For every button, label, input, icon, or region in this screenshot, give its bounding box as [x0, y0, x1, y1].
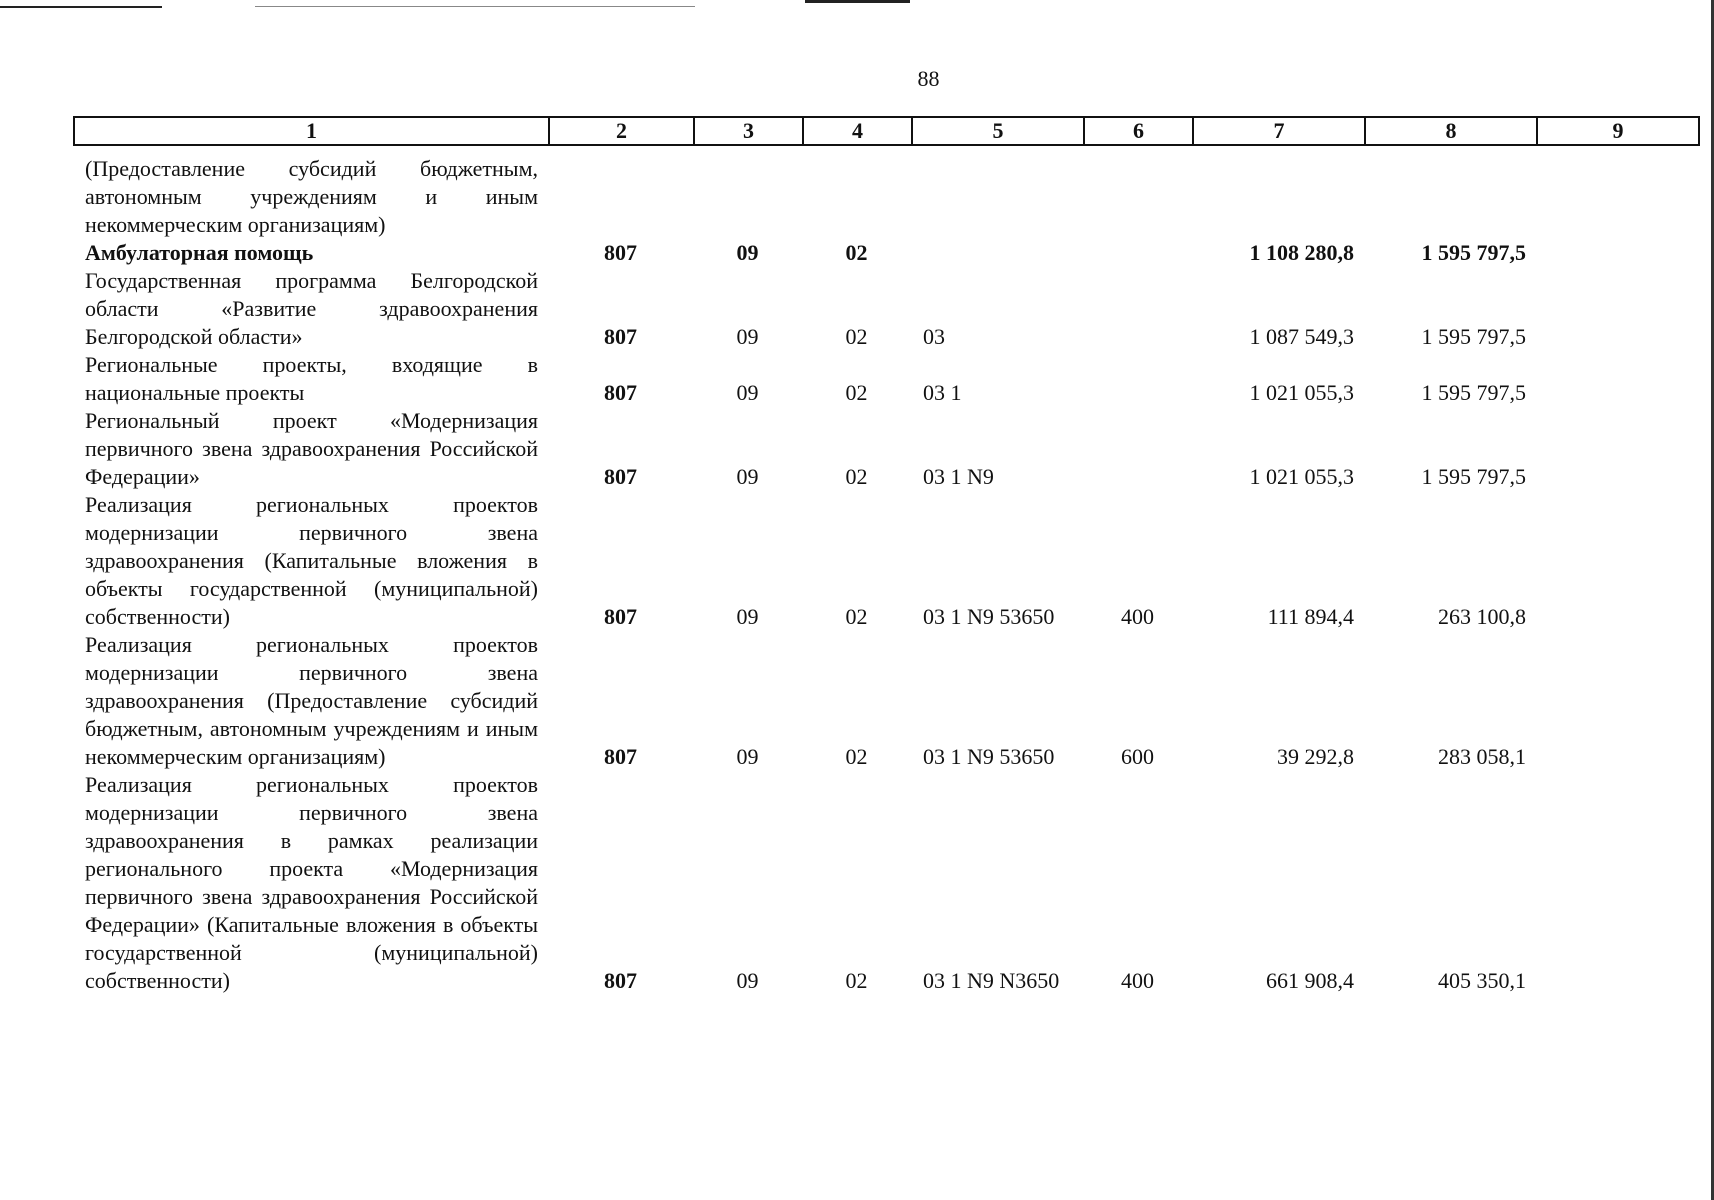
row-col-4: 02	[845, 324, 868, 349]
row-col-9	[1536, 631, 1698, 771]
row-col-6: 400	[1121, 968, 1154, 993]
row-col-4: 02	[845, 240, 868, 265]
row-col-8: 263 100,8	[1438, 604, 1526, 629]
row-col-2: 807	[604, 464, 637, 489]
table-body	[73, 155, 1698, 995]
column-header-4: 4	[803, 117, 912, 145]
table-row	[73, 491, 1698, 631]
scan-artifact-line	[255, 6, 695, 7]
row-col-2: 807	[604, 604, 637, 629]
row-col-8: 1 595 797,5	[1421, 464, 1526, 489]
row-col-6	[1083, 155, 1192, 239]
row-col-8	[1364, 155, 1536, 239]
table-row	[73, 239, 1698, 267]
row-col-7: 1 087 549,3	[1249, 324, 1354, 349]
scan-artifact-line	[0, 6, 162, 8]
row-col-5: 03	[923, 324, 945, 349]
row-name: Реализация региональных проектов модернизации первичного звена здравоохранения (Капитальные вложения в объекты государственной (муниципальной) собственности)	[85, 492, 538, 629]
row-col-7: 661 908,4	[1266, 968, 1354, 993]
row-col-7: 1 021 055,3	[1249, 464, 1354, 489]
row-col-2: 807	[604, 380, 637, 405]
row-col-9	[1536, 239, 1698, 267]
row-col-7: 1 108 280,8	[1249, 240, 1354, 265]
row-col-2: 807	[604, 240, 637, 265]
row-col-6	[1083, 267, 1192, 351]
row-col-3: 09	[736, 324, 759, 349]
column-header-3: 3	[694, 117, 803, 145]
column-header-9: 9	[1537, 117, 1699, 145]
row-col-3: 09	[736, 968, 759, 993]
row-name: (Предоставление субсидий бюджетным, автономным учреждениям и иным некоммерческим организациям)	[85, 156, 538, 237]
row-col-5: 03 1	[923, 380, 962, 405]
table-row	[73, 407, 1698, 491]
table-row	[73, 771, 1698, 995]
row-col-3	[693, 155, 802, 239]
row-col-6	[1083, 407, 1192, 491]
scan-artifact-line	[805, 0, 910, 3]
row-col-8: 1 595 797,5	[1421, 240, 1526, 265]
row-col-9	[1536, 407, 1698, 491]
row-col-5: 03 1 N9 N3650	[923, 968, 1060, 993]
row-col-7: 1 021 055,3	[1249, 380, 1354, 405]
column-header-row	[73, 116, 1700, 146]
row-col-9	[1536, 771, 1698, 995]
row-col-7	[1192, 155, 1364, 239]
row-col-8: 405 350,1	[1438, 968, 1526, 993]
column-header-6: 6	[1084, 117, 1193, 145]
row-col-4	[802, 155, 911, 239]
row-col-3: 09	[736, 744, 759, 769]
row-name: Реализация региональных проектов модернизации первичного звена здравоохранения (Предоставление субсидий бюджетным, автономным учреждениям и иным некоммерческим организациям)	[85, 632, 538, 769]
row-col-7: 111 894,4	[1267, 604, 1354, 629]
column-header-1: 1	[74, 117, 549, 145]
row-col-6	[1083, 351, 1192, 407]
row-col-2: 807	[604, 744, 637, 769]
row-col-5: 03 1 N9 53650	[923, 604, 1055, 629]
row-col-4: 02	[845, 380, 868, 405]
row-col-4: 02	[845, 968, 868, 993]
row-col-2	[548, 155, 693, 239]
column-header-7: 7	[1193, 117, 1365, 145]
column-header-2: 2	[549, 117, 694, 145]
row-name: Реализация региональных проектов модернизации первичного звена здравоохранения в рамках реализации регионального проекта «Модернизация первичного звена здравоохранения Российской Федерации» (Капитальные вложения в объекты государственной (муниципальной) собственности)	[85, 772, 538, 993]
page-number: 88	[917, 66, 940, 91]
row-col-5	[911, 155, 1083, 239]
row-col-5: 03 1 N9 53650	[923, 744, 1055, 769]
row-col-4: 02	[845, 464, 868, 489]
table-row	[73, 267, 1698, 351]
row-col-9	[1536, 267, 1698, 351]
row-col-6	[1083, 239, 1192, 267]
row-col-2: 807	[604, 968, 637, 993]
row-col-3: 09	[736, 604, 759, 629]
row-col-5: 03 1 N9	[923, 464, 994, 489]
row-col-8: 1 595 797,5	[1421, 324, 1526, 349]
budget-table	[73, 155, 1698, 995]
row-col-9	[1536, 351, 1698, 407]
row-col-6: 400	[1121, 604, 1154, 629]
column-header-5: 5	[912, 117, 1084, 145]
row-name: Региональный проект «Модернизация первичного звена здравоохранения Российской Федерации»	[85, 408, 538, 489]
row-col-2: 807	[604, 324, 637, 349]
table-row	[73, 351, 1698, 407]
row-col-3: 09	[736, 240, 759, 265]
column-header-8: 8	[1365, 117, 1537, 145]
row-col-3: 09	[736, 464, 759, 489]
row-col-4: 02	[845, 604, 868, 629]
row-col-9	[1536, 155, 1698, 239]
row-col-4: 02	[845, 744, 868, 769]
table-row	[73, 631, 1698, 771]
row-name: Амбулаторная помощь	[85, 240, 314, 265]
table-row	[73, 155, 1698, 239]
row-col-3: 09	[736, 380, 759, 405]
row-col-9	[1536, 491, 1698, 631]
row-name: Государственная программа Белгородской области «Развитие здравоохранения Белгородской области»	[85, 268, 538, 349]
row-col-6: 600	[1121, 744, 1154, 769]
row-col-8: 1 595 797,5	[1421, 380, 1526, 405]
row-col-8: 283 058,1	[1438, 744, 1526, 769]
row-col-5	[911, 239, 1083, 267]
row-name: Региональные проекты, входящие в национальные проекты	[85, 352, 538, 405]
row-col-7: 39 292,8	[1277, 744, 1354, 769]
